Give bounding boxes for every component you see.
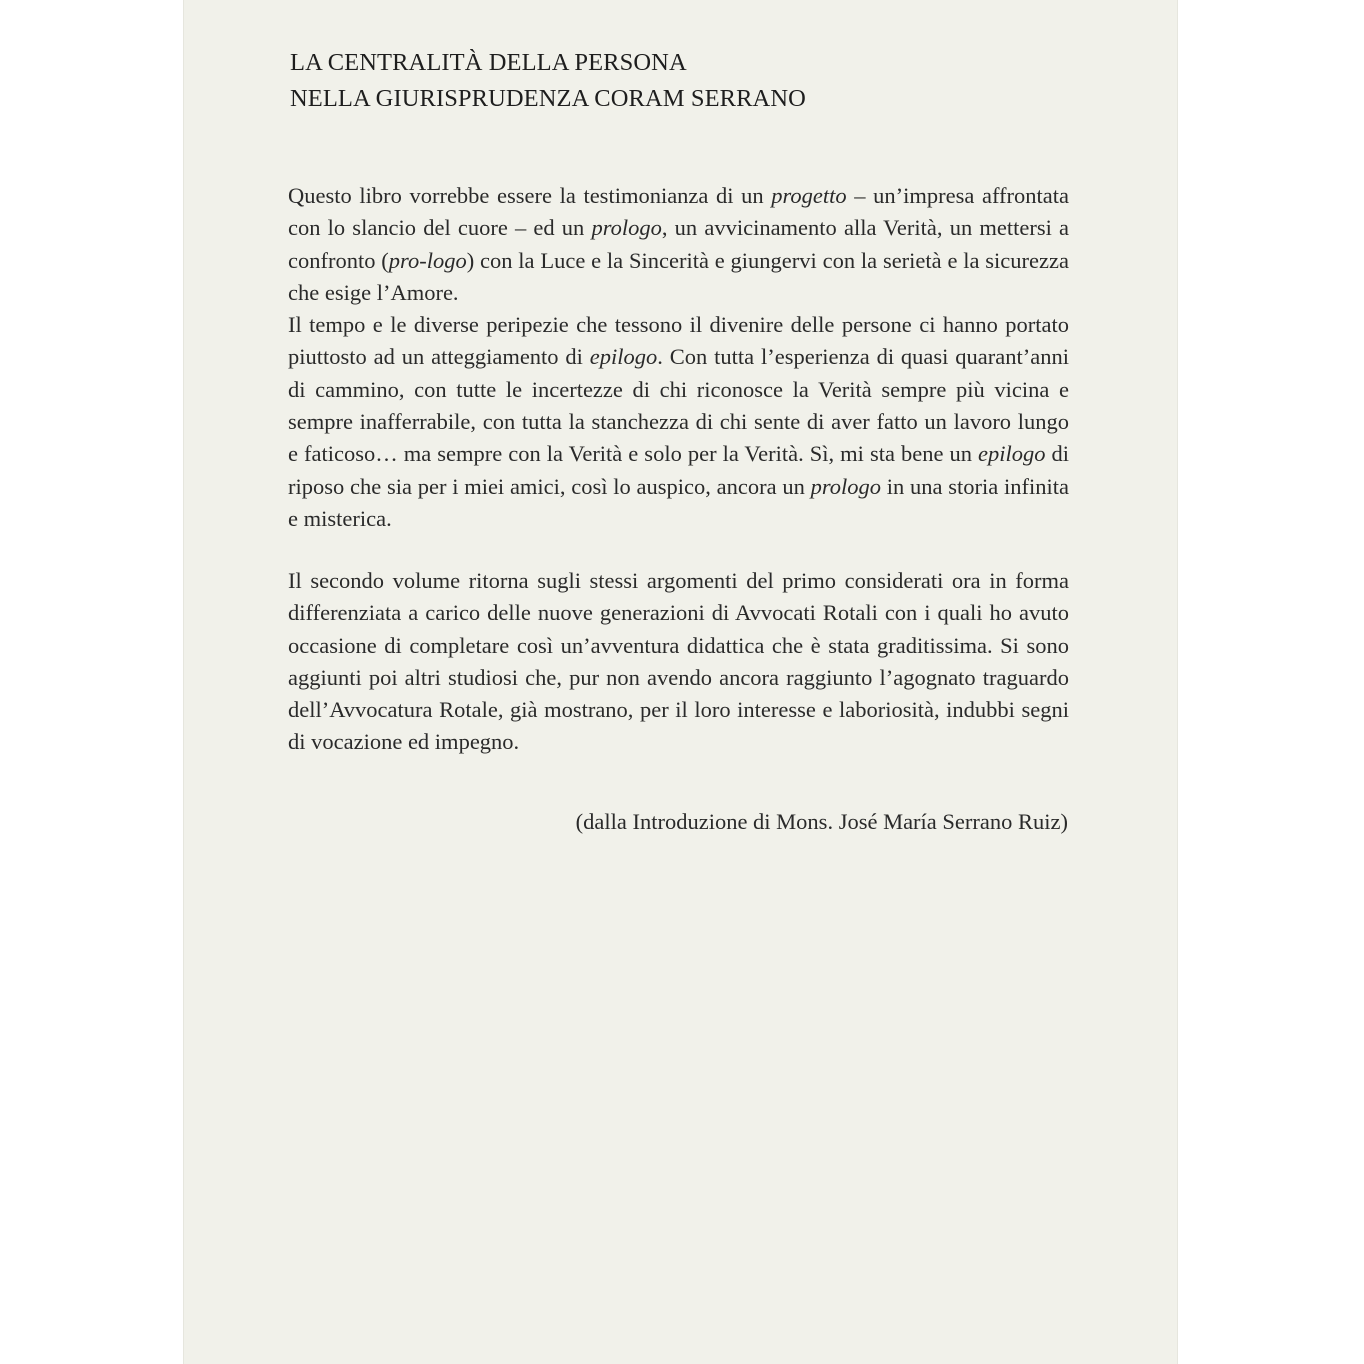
quote-attribution: (dalla Introduzione di Mons. José María Serrano Ruiz) [575, 809, 1068, 834]
title-line-1: LA CENTRALITÀ DELLA PERSONA [290, 49, 687, 76]
title-line-2: NELLA GIURISPRUDENZA CORAM SERRANO [290, 85, 806, 112]
italic-term: epilogo [977, 441, 1046, 467]
text-segment: . Con tutta l’esperienza di quasi quarant’anni di cammino, con tutte le incertezze di chi riconosce la Verità sempre più vicina e sempre inafferrabile, con tutta la stanchezza di chi sente di aver fatto un lavoro lungo e faticoso… ma sempre con la Verità e solo per la Verità. Sì, mi sta bene un [288, 344, 1069, 467]
text-segment: di riposo che sia per i miei amici, così lo auspico, ancora un [288, 441, 1069, 499]
book-title [290, 45, 806, 117]
intro-paragraph-2: Il secondo volume ritorna sugli stessi argomenti del primo considerati ora in forma differenziata a carico delle nuove generazioni di Avvocati Rotali con i quali ho avuto occasione di completare così un’avventura didattica che è stata graditissima. Si sono aggiunti poi altri studiosi che, pur non avendo ancora raggiunto l’agognato traguardo dell’Avvocatura Rotale, già mostrano, per il loro interesse e laboriosità, indubbi segni di vocazione ed impegno. [288, 568, 1069, 755]
text-segment: ) con la Luce e la Sincerità e giungervi con la serietà e la sicurezza che esige l’Amore. [288, 247, 1069, 305]
text-segment: – un’impresa affrontata con lo slancio del cuore – ed un [288, 183, 1069, 241]
italic-term: progetto [771, 183, 847, 208]
italic-term: prologo [810, 473, 882, 499]
italic-term: epilogo [589, 344, 658, 370]
text-segment: in una storia infinita e misterica. [288, 473, 1069, 531]
italic-term: pro-logo [388, 247, 467, 273]
text-segment: , un avvicinamento alla Verità, un mettersi a confronto ( [288, 215, 1069, 273]
text-segment: Il tempo e le diverse peripezie che tessono il divenire delle persone ci hanno portato piuttosto ad un atteggiamento di [288, 312, 1069, 370]
text-segment: Questo libro vorrebbe essere la testimonianza di un [288, 183, 772, 208]
italic-term: prologo [591, 215, 662, 241]
intro-paragraph-1 [288, 180, 1069, 535]
